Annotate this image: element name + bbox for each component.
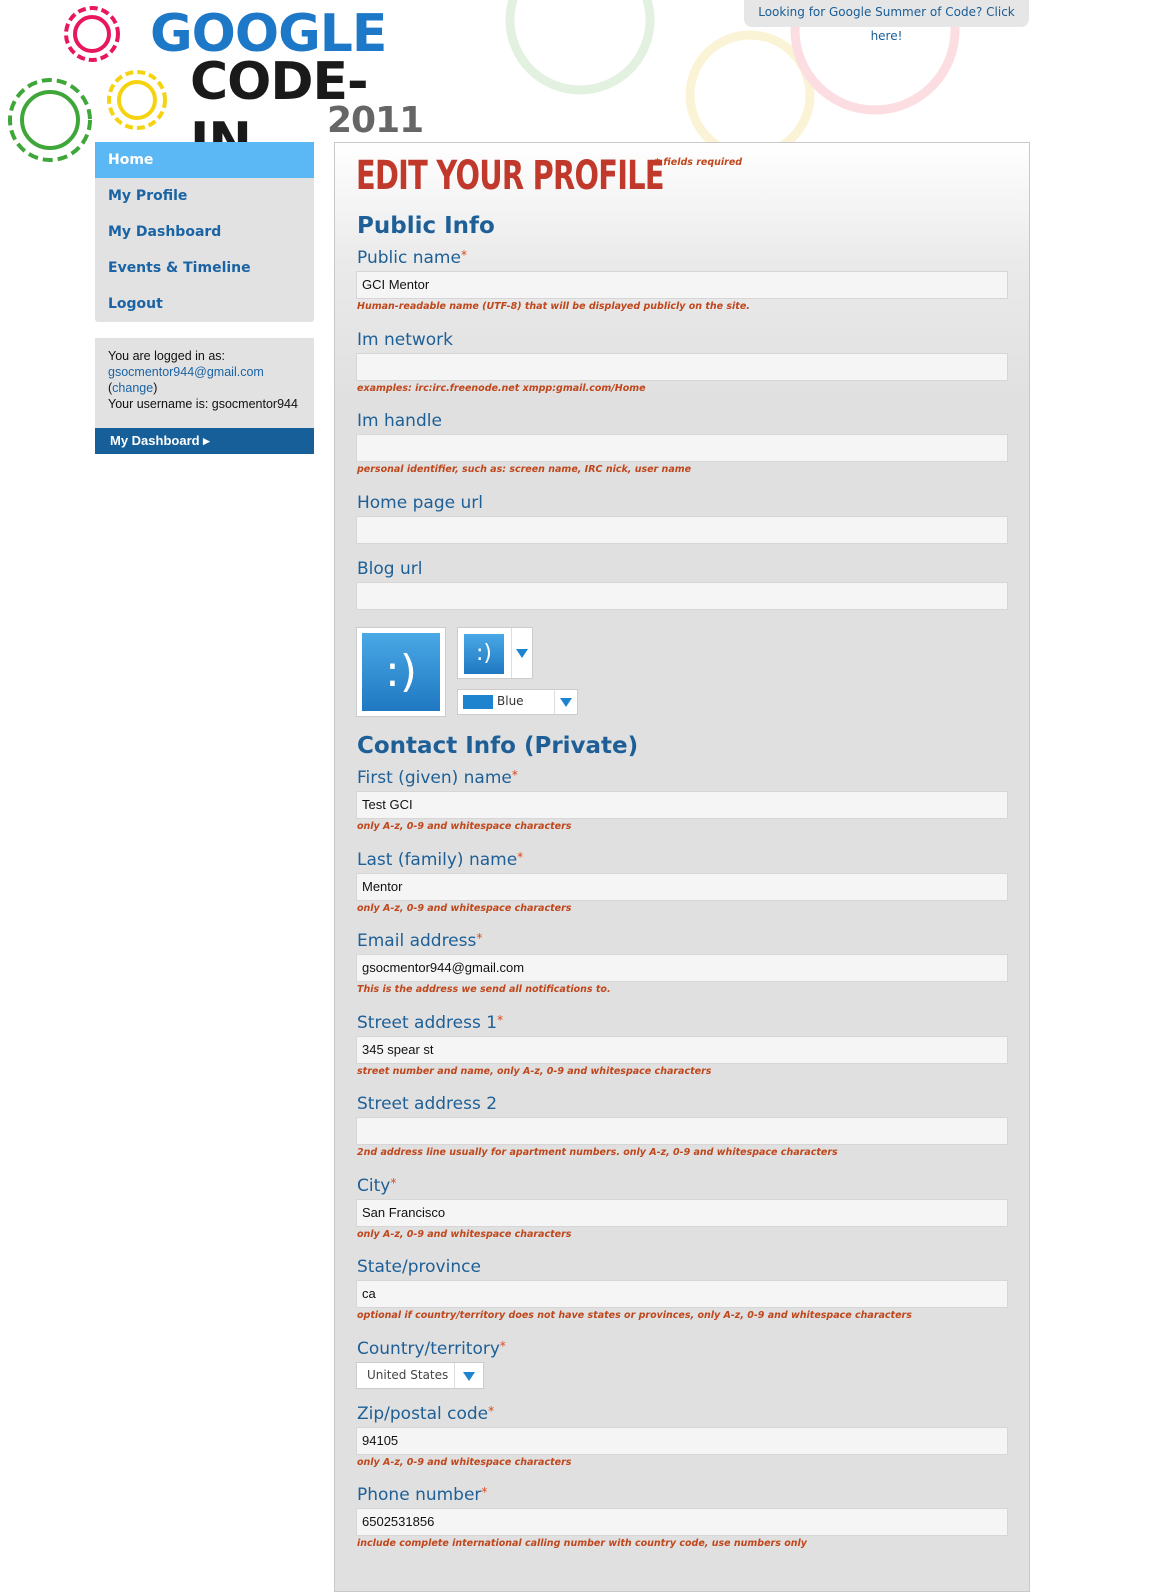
gsoc-link[interactable]: Looking for Google Summer of Code? Click here!	[744, 0, 1029, 27]
public-name-hint: Human-readable name (UTF-8) that will be displayed publicly on the site.	[357, 301, 750, 312]
home-page-url-input[interactable]	[356, 516, 1008, 544]
nav-item-my-profile[interactable]: My Profile	[108, 188, 188, 204]
country-label: Country/territory*	[357, 1339, 506, 1359]
change-account-link[interactable]: change	[112, 381, 154, 395]
logo-google-text: GOOGLE	[150, 4, 387, 64]
blog-url-input[interactable]	[356, 582, 1008, 610]
phone-hint: include complete international calling number with country code, use numbers only	[357, 1538, 807, 1549]
im-network-input[interactable]	[356, 353, 1008, 381]
last-name-hint: only A-z, 0-9 and whitespace characters	[357, 903, 572, 914]
nav-item-logout[interactable]: Logout	[108, 296, 163, 312]
country-select-value: United States	[367, 1368, 449, 1382]
change-paren-open: (	[108, 381, 113, 395]
im-network-label: Im network	[357, 330, 454, 350]
city-input[interactable]: San Francisco	[356, 1199, 1008, 1227]
zip-label: Zip/postal code*	[357, 1404, 495, 1424]
color-select-value: Blue	[497, 694, 524, 708]
im-handle-label: Im handle	[357, 411, 442, 431]
select-divider	[454, 1363, 455, 1388]
state-hint: optional if country/territory does not have states or provinces, only A-z, 0-9 and whitespace characters	[357, 1310, 912, 1321]
page-title: EDIT YOUR PROFILE	[356, 153, 664, 199]
avatar-option-icon: :)	[464, 634, 504, 674]
chevron-down-icon	[560, 698, 572, 707]
user-email-link[interactable]: gsocmentor944@gmail.com	[108, 365, 264, 379]
home-page-url-label: Home page url	[357, 493, 483, 513]
email-input[interactable]: gsocmentor944@gmail.com	[356, 954, 1008, 982]
email-label: Email address*	[357, 931, 483, 951]
im-handle-hint: personal identifier, such as: screen name, IRC nick, user name	[357, 464, 692, 475]
public-name-input[interactable]: GCI Mentor	[356, 271, 1008, 299]
first-name-input[interactable]: Test GCI	[356, 791, 1008, 819]
zip-hint: only A-z, 0-9 and whitespace characters	[357, 1457, 572, 1468]
change-paren-close: )	[153, 381, 158, 395]
last-name-label: Last (family) name*	[357, 850, 524, 870]
city-label: City*	[357, 1176, 397, 1196]
public-name-label: Public name*	[357, 248, 467, 268]
contact-info-heading: Contact Info (Private)	[357, 733, 639, 759]
avatar-face-icon: :)	[362, 633, 440, 711]
street1-hint: street number and name, only A-z, 0-9 and whitespace characters	[357, 1066, 712, 1077]
street2-hint: 2nd address line usually for apartment numbers. only A-z, 0-9 and whitespace characters	[357, 1147, 838, 1158]
im-network-hint: examples: irc:irc.freenode.net xmpp:gmail.com/Home	[357, 383, 646, 394]
state-label: State/province	[357, 1257, 481, 1277]
country-select[interactable]	[356, 1362, 484, 1389]
phone-input[interactable]: 6502531856	[356, 1508, 1008, 1536]
email-hint: This is the address we send all notifications to.	[357, 984, 611, 995]
avatar-preview	[356, 627, 446, 717]
first-name-label: First (given) name*	[357, 768, 518, 788]
avatar-color-select[interactable]	[457, 689, 578, 715]
phone-label: Phone number*	[357, 1485, 488, 1505]
im-handle-input[interactable]	[356, 434, 1008, 462]
zip-input[interactable]: 94105	[356, 1427, 1008, 1455]
public-info-heading: Public Info	[357, 213, 495, 239]
logged-in-label: You are logged in as:	[108, 349, 225, 363]
logo-codein-text: CODE-	[190, 52, 368, 112]
sidebar-nav	[95, 142, 314, 322]
my-dashboard-button[interactable]: My Dashboard ▸	[95, 428, 314, 454]
street1-label: Street address 1*	[357, 1013, 504, 1033]
select-divider	[554, 690, 555, 714]
city-hint: only A-z, 0-9 and whitespace characters	[357, 1229, 572, 1240]
login-info-box	[95, 338, 314, 428]
state-input[interactable]: ca	[356, 1280, 1008, 1308]
street2-input[interactable]	[356, 1117, 1008, 1145]
chevron-down-icon	[516, 649, 528, 658]
nav-item-home[interactable]: Home	[95, 142, 314, 178]
edit-profile-panel	[334, 142, 1030, 1592]
select-divider	[511, 628, 512, 678]
street2-label: Street address 2	[357, 1094, 498, 1114]
nav-item-events-timeline[interactable]: Events & Timeline	[108, 260, 251, 276]
chevron-down-icon	[463, 1372, 475, 1381]
street1-input[interactable]: 345 spear st	[356, 1036, 1008, 1064]
first-name-hint: only A-z, 0-9 and whitespace characters	[357, 821, 572, 832]
avatar-style-select[interactable]	[457, 627, 533, 679]
username-line: Your username is: gsocmentor944	[108, 397, 298, 411]
blog-url-label: Blog url	[357, 559, 423, 579]
logo-year-text: 2011	[327, 100, 424, 141]
nav-item-my-dashboard[interactable]: My Dashboard	[108, 224, 222, 240]
required-fields-note: * fields required	[655, 157, 743, 168]
color-swatch	[463, 695, 493, 709]
last-name-input[interactable]: Mentor	[356, 873, 1008, 901]
